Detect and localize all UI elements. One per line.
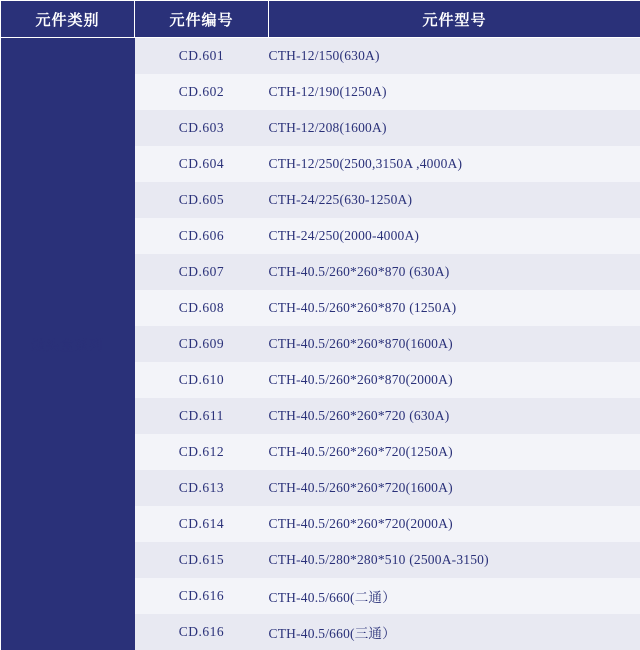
component-model-cell: CTH-40.5/280*280*510 (2500A-3150) (269, 542, 640, 578)
component-model-cell: CTH-40.5/260*260*720(2000A) (269, 506, 640, 542)
component-code-cell: CD.604 (135, 146, 269, 182)
table-body (1, 38, 640, 650)
component-code-cell: CD.607 (135, 254, 269, 290)
component-code-cell: CD.615 (135, 542, 269, 578)
component-code-cell: CD.616 (135, 578, 269, 614)
component-model-cell: CTH-40.5/260*260*720 (630A) (269, 398, 640, 434)
component-model-cell: CTH-40.5/260*260*870(1600A) (269, 326, 640, 362)
component-code-cell: CD.605 (135, 182, 269, 218)
header-cell-code: 元件编号 (135, 1, 269, 38)
component-model-cell: CTH-12/150(630A) (269, 38, 640, 75)
component-code-cell: CD.601 (135, 38, 269, 75)
category-cell: 触头盒系列 (1, 38, 135, 650)
component-code-cell: CD.616 (135, 614, 269, 650)
table-row (1, 38, 640, 75)
component-model-cell: CTH-40.5/260*260*870 (630A) (269, 254, 640, 290)
table-header (1, 1, 640, 38)
component-code-cell: CD.611 (135, 398, 269, 434)
component-code-cell: CD.602 (135, 74, 269, 110)
component-model-cell: CTH-12/208(1600A) (269, 110, 640, 146)
component-code-cell: CD.610 (135, 362, 269, 398)
component-model-cell: CTH-40.5/260*260*720(1250A) (269, 434, 640, 470)
component-code-cell: CD.608 (135, 290, 269, 326)
component-code-cell: CD.603 (135, 110, 269, 146)
component-model-cell: CTH-40.5/260*260*870(2000A) (269, 362, 640, 398)
header-cell-model: 元件型号 (269, 1, 640, 38)
component-code-cell: CD.609 (135, 326, 269, 362)
header-row (1, 1, 640, 38)
component-model-cell: CTH-24/250(2000-4000A) (269, 218, 640, 254)
component-model-cell: CTH-12/250(2500,3150A ,4000A) (269, 146, 640, 182)
header-cell-category: 元件类别 (1, 1, 135, 38)
component-code-cell: CD.606 (135, 218, 269, 254)
component-code-cell: CD.613 (135, 470, 269, 506)
component-model-cell: CTH-24/225(630-1250A) (269, 182, 640, 218)
component-code-cell: CD.612 (135, 434, 269, 470)
component-model-cell: CTH-12/190(1250A) (269, 74, 640, 110)
component-model-cell: CTH-40.5/660(三通） (269, 614, 640, 650)
component-model-cell: CTH-40.5/260*260*720(1600A) (269, 470, 640, 506)
component-model-cell: CTH-40.5/260*260*870 (1250A) (269, 290, 640, 326)
component-code-cell: CD.614 (135, 506, 269, 542)
component-model-cell: CTH-40.5/660(二通） (269, 578, 640, 614)
